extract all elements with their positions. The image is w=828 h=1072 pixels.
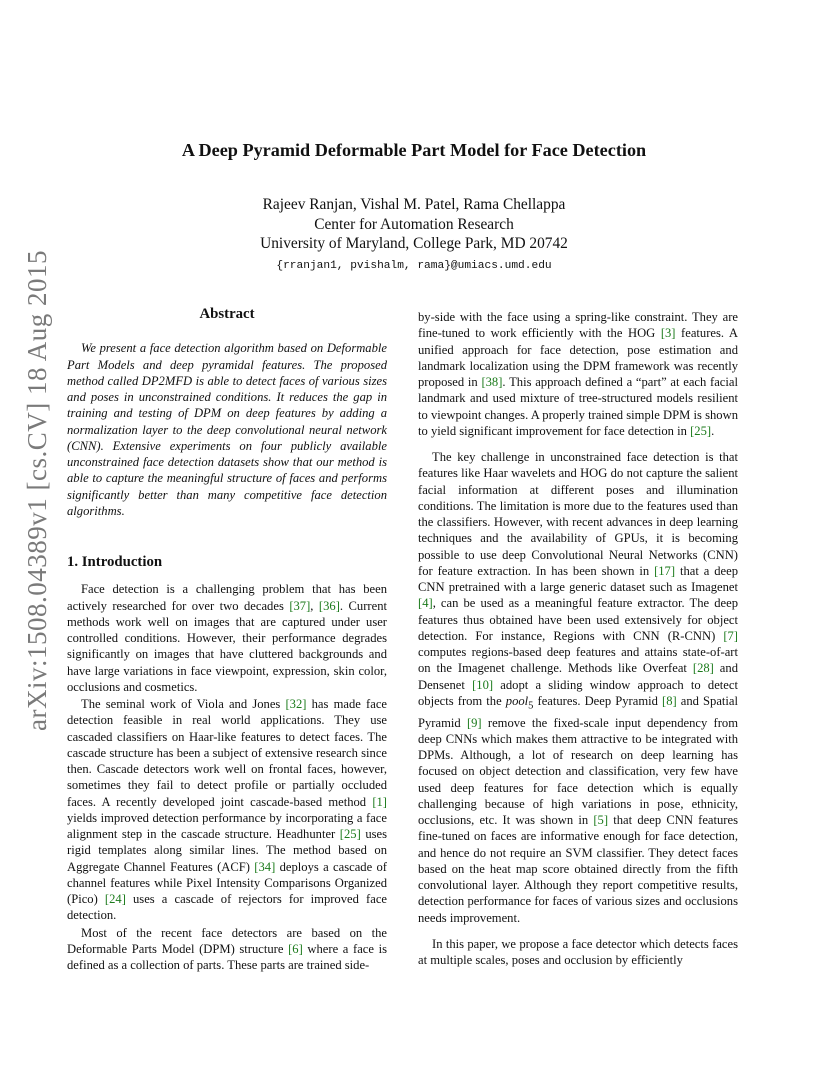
math-pool: pool (505, 693, 529, 708)
citation-link[interactable]: [3] (660, 326, 676, 341)
abstract-heading: Abstract (199, 306, 255, 322)
arxiv-identifier: arXiv:1508.04389v1 [cs.CV] 18 Aug 2015 (21, 249, 52, 731)
math-subscript: 5 (528, 700, 534, 712)
paragraph: In this paper, we propose a face detector which detects faces at multiple scales, poses and occlusion by efficiently (418, 936, 738, 968)
citation-link[interactable]: [32] (285, 697, 307, 711)
paragraph: Most of the recent face detectors are based on the Deformable Parts Model (DPM) structure [6] where a face is defined as a collection of parts. These parts are trained side- (67, 925, 388, 972)
author-email: {rranjan1, pvishalm, rama}@umiacs.umd.edu (276, 259, 552, 272)
author-address: University of Maryland, College Park, MD 20742 (260, 235, 568, 252)
author-names: Rajeev Ranjan, Vishal M. Patel, Rama Chellappa (262, 196, 566, 213)
citation-link[interactable]: [10] (472, 677, 494, 692)
paper-title: A Deep Pyramid Deformable Part Model for Face Detection (181, 140, 647, 160)
citation-link[interactable]: [9] (466, 715, 482, 730)
paragraph: by-side with the face using a spring-like constraint. They are fine-tuned to work efficiently with the HOG [3] features. A unified approach for face detection, pose estimation and landmark localization using the DPM framework was recently proposed in [38]. This approach defined a “part” at each facial landmark and used mixture of tree-structured models resilient to viewpoint changes. A properly trained simple DPM is shown to yield significant improvement for face detection in [25]. (418, 310, 738, 438)
paragraph: Face detection is a challenging problem that has been actively researched for over two decades [37], [36]. Current methods work well on images that are captured under user controlled conditions. However, their performance degrades significantly on images that have cluttered backgrounds and have large variations in face viewpoint, expression, skin color, occlusions and cosmetics. (67, 582, 387, 694)
citation-link[interactable]: [4] (418, 596, 433, 611)
citation-link[interactable]: [17] (654, 563, 676, 578)
citation-link[interactable]: [8] (662, 693, 677, 708)
citation-link[interactable]: [36] (318, 598, 340, 613)
citation-link[interactable]: [7] (723, 628, 738, 643)
right-column (418, 309, 738, 968)
citation-link[interactable]: [24] (104, 892, 126, 906)
citation-link[interactable]: [28] (692, 661, 714, 676)
citation-link[interactable]: [38] (481, 375, 503, 389)
author-block (100, 195, 728, 276)
abstract-text: We present a face detection algorithm based on Deformable Part Models and deep pyramidal features. The proposed method called DP2MFD is able to detect faces of various sizes and poses in unconstrained conditions. It reduces the gap in training and testing of DPM on deep features by adding a normalization layer to the deep convolutional neural network (CNN). Extensive experiments on four publicly available unconstrained face detection datasets show that our method is able to capture the meaningful structure of faces and performs significantly better than many competitive face detection algorithms. (67, 341, 387, 518)
citation-link[interactable]: [34] (254, 859, 276, 874)
citation-link[interactable]: [25] (690, 423, 712, 438)
left-column (67, 306, 387, 973)
citation-link[interactable]: [37] (289, 598, 311, 613)
citation-link[interactable]: [5] (593, 813, 609, 828)
citation-link[interactable]: [1] (372, 794, 387, 809)
section-heading-introduction: 1. Introduction (67, 554, 163, 570)
paragraph: The key challenge in unconstrained face detection is that features like Haar wavelets and HOG do not capture the salient facial information at different poses and illumination conditions. The limitation is more due to the features used than the classifiers. However, with recent advances in deep learning techniques and the availability of GPUs, it is becoming possible to use deep Convolutional Neural Networks (CNN) for feature extraction. In has been shown in [17] that a deep CNN pretrained with a large generic dataset such as Imagenet [4], can be used as a meaningful feature extractor. The deep features thus obtained have been used extensively for object detection. For instance, Regions with CNN (R-CNN) [7] computes regions-based deep features and attains state-of-art on the Imagenet challenge. Methods like Overfeat [28] and Densenet [10] adopt a sliding window approach to detect objects from the pool$_5$ features. Deep Pyramid [8] and Spatial Pyramid [9] remove the fixed-scale input dependency from deep CNNs which makes them attractive to be integrated with DPMs. Although, a lot of research on deep learning has focused on object detection and classification, very few have used deep features for face detection which is equally challenging because of high variations in pose, ethnicity, occlusions, etc. It was shown in [5] that deep CNN features fine-tuned on faces are informative enough for face detection, and hence do not require an SVM classifier. They detect faces based on the heat map score obtained directly from the fifth convolutional layer. Although they report competitive results, detection performance for faces of various sizes and occlusions needs improvement. (418, 450, 739, 925)
citation-link[interactable]: [25] (339, 827, 361, 841)
paragraph: The seminal work of Viola and Jones [32] has made face detection feasible in real world applications. They use cascaded classifiers on Haar-like features to detect faces. The cascade structure has been a subject of extensive research since then. Cascade detectors work well on frontal faces, however, sometimes they fail to detect profile or partially occluded faces. A recently developed joint cascade-based method [1] yields improved detection performance by incorporating a face alignment step in the cascade structure. Headhunter [25] uses rigid templates along similar lines. The method based on Aggregate Channel Features (ACF) [34] deploys a cascade of channel features while Pixel Intensity Comparisons Organized (Pico) [24] uses a cascade of rejectors for improved face detection. (67, 697, 388, 923)
citation-link[interactable]: [6] (288, 941, 303, 956)
author-affiliation: Center for Automation Research (314, 215, 514, 233)
